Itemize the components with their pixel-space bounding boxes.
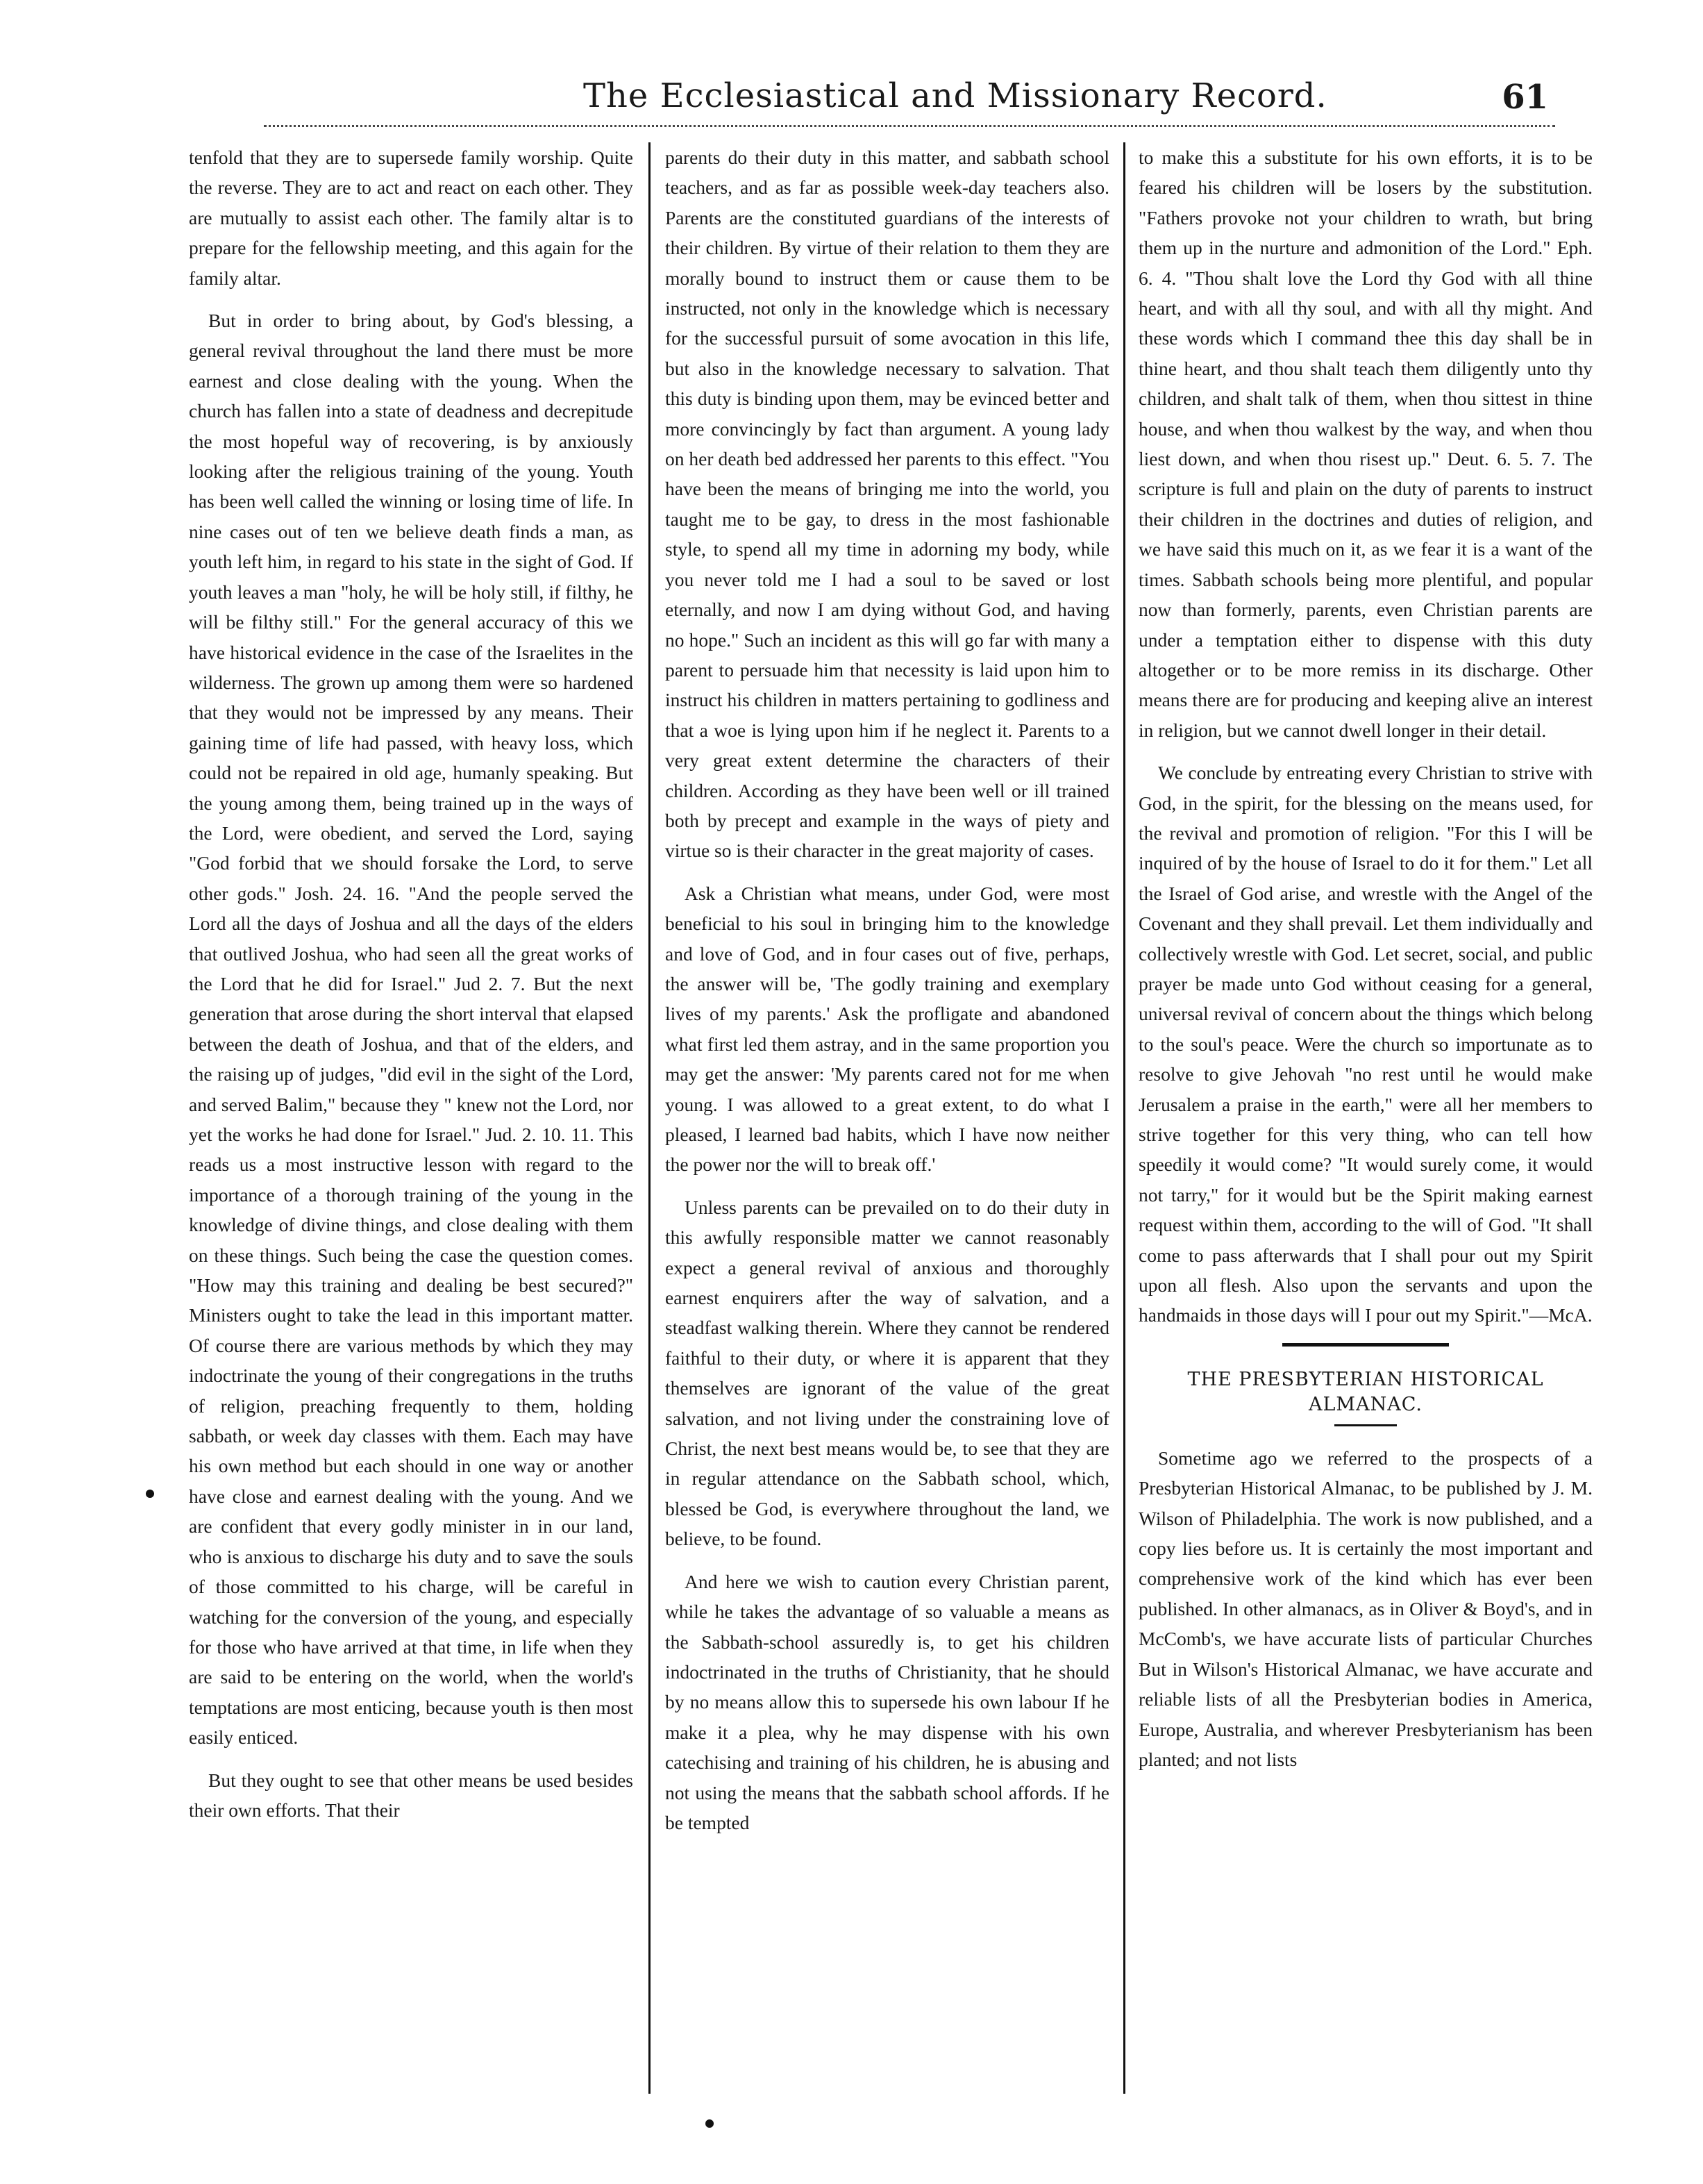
- section-heading: THE PRESBYTERIAN HISTORICAL ALMANAC.: [1187, 1368, 1544, 1415]
- page-header: [194, 76, 1555, 125]
- paragraph: to make this a substitute for his own efforts, it is to be feared his children will be losers by the substitution. "Fathers provoke not your children to wrath, but bring them up in the nurture and admonition of the Lord." Eph. 6. 4. "Thou shalt love the Lord thy God with all thine heart, and with all thy soul, and with all thy might. And these words which I command thee this day shall be in thine heart, and thou shalt teach them diligently unto thy children, and shalt talk of them, when thou sittest in thine house, and when thou walkest by the way, and when thou liest down, and when thou risest up." Deut. 6. 5. 7. The scripture is full and plain on the duty of parents to instruct their children in the doctrines and duties of religion, and we have said this much on it, as we fear it is a want of the times. Sabbath schools being more plentiful, and popular now than formerly, parents, even Christian parents are under a temptation either to dispense with this duty altogether or to be more remiss in its discharge. Other means there are for producing and keeping alive an interest in religion, but we cannot dwell longer in their detail.: [1139, 147, 1593, 741]
- column-right: [1139, 142, 1593, 2094]
- paragraph: But in order to bring about, by God's blessing, a general revival throughout the land there must be more earnest and close dealing with the young. When the church has fallen into a state of deadness and decrepitude the most hopeful way of recovering, is by anxiously looking after the religious training of the young. Youth has been well called the winning or losing time of life. In nine cases out of ten we believe death finds a man, as youth left him, in regard to his state in the sight of God. If youth leaves a man "holy, he will be holy still, if filthy, he will be filthy still." For the general accuracy of this we have historical evidence in the case of the Israelites in the wilderness. The grown up among them were so hardened that they would not be impressed by any means. Their gaining time of life had passed, with heavy loss, which could not be repaired in old age, humanly speaking. But the young among them, being trained up in the ways of the Lord, were obedient, and served the Lord, saying "God forbid that we should forsake the Lord, to serve other gods." Josh. 24. 16. "And the people served the Lord all the days of Joshua and all the days of the elders that outlived Joshua, who had seen all the great works of the Lord that he did for Israel." Jud 2. 7. But the next generation that arose during the short interval that elapsed between the death of Joshua, and that of the elders, and the raising up of judges, "did evil in the sight of the Lord, and served Balim," because they " knew not the Lord, nor yet the works he had done for Israel." Jud. 2. 10. 11. This reads us a most instructive lesson with regard to the importance of a thorough training of the young in the knowledge of divine things, and close dealing with them on these things. Such being the case the question comes. "How may this training and dealing be best secured?" Ministers ought to take the lead in this important matter. Of course there are various methods by which they may indoctrinate the young of their congregations in the truths of religion, preaching frequently to them, holding sabbath, or week day classes with them. Each may have his own method but each should in one way or another have close and earnest dealing with the young. And we are confident that every godly minister in in our land, who is anxious to discharge his duty and to save the souls of those committed to his charge, will be careful in watching for the conversion of the young, and especially for those who have arrived at that time, in life when they are said to be entering on the world, when the world's temptations are most enticing, because youth is then most easily enticed.: [189, 310, 633, 1749]
- ink-dot: [705, 2119, 714, 2128]
- paragraph: Sometime ago we referred to the prospects of a Presbyterian Historical Almanac, to be published by J. M. Wilson of Philadelphia. The work is now published, and a copy lies before us. It is certainly the most important and comprehensive work of the kind which has ever been published. In other almanacs, as in Oliver & Boyd's, and in McComb's, we have accurate lists of particular Churches But in Wilson's Historical Almanac, we have accurate and reliable lists of all the Presbyterian bodies in America, Europe, Australia, and wherever Presbyterianism has been planted; and not lists: [1139, 1447, 1593, 1770]
- paragraph: Ask a Christian what means, under God, were most beneficial to his soul in bringing him to the knowledge and love of God, and in four cases out of five, perhaps, the answer will be, 'The godly training and exemplary lives of my parents.' Ask the profligate and abandoned what first led them astray, and in the same proportion you may get the answer: 'My parents cared not for me when young. I was allowed to a great extent, to do what I pleased, I learned bad habits, which I have now neither the power nor the will to break off.': [665, 882, 1109, 1176]
- article-divider: [1282, 1343, 1449, 1347]
- paragraph: But they ought to see that other means be used besides their own efforts. That their: [189, 1769, 633, 1821]
- paragraph: And here we wish to caution every Christian parent, while he takes the advantage of so valuable a means as the Sabbath-school assuredly is, to get his children indoctrinated in the truths of Christianity, that he should by no means allow this to supersede his own labour If he make it a plea, why he may dispense with his own catechising and training of his children, he is abusing and not using the means that the sabbath school affords. If he be tempted: [665, 1570, 1109, 1833]
- page-number: 61: [1502, 78, 1548, 117]
- paragraph: Unless parents can be prevailed on to do their duty in this awfully responsible matter we cannot reasonably expect a general revival of anxious and thoroughly earnest enquirers after the way of salvation, and a steadfast walking therein. Where they cannot be rendered faithful to their duty, or where it is apparent that they themselves are ignorant of the value of the great salvation, and not living under the constraining love of Christ, the next best means would be, to see that they are in regular attendance on the Sabbath school, which, blessed be God, is everywhere throughout the land, we believe, to be found.: [665, 1196, 1109, 1550]
- heading-rule: [1334, 1424, 1397, 1426]
- journal-title: The Ecclesiastical and Missionary Record.: [583, 76, 1327, 115]
- header-divider: [264, 125, 1555, 127]
- paragraph: parents do their duty in this matter, and sabbath school teachers, and as far as possible week-day teachers also. Parents are the constituted guardians of the interests of their children. By virtue of their relation to them they are morally bound to instruct them or cause them to be instructed, not only in the knowledge which is necessary for the successful pursuit of some avocation in this life, but also in the knowledge necessary to salvation. That this duty is binding upon them, may be evinced better and more convincingly by fact than argument. A young lady on her death bed addressed her parents to this effect. "You have been the means of bringing me into the world, you taught me to be gay, to dress in the most fashionable style, to spend all my time in adorning my body, while you never told me I had a soul to be saved or lost eternally, and now I am dying without God, and having no hope." Such an incident as this will go far with many a parent to persuade him that necessity is laid upon him to instruct his children in matters pertaining to godliness and that a woe is lying upon him if he neglect it. Parents to a very great extent determine the characters of their children. According as they have been well or ill trained both by precept and example in the ways of piety and virtue so is their character in the great majority of cases.: [665, 147, 1109, 862]
- ink-dot: [146, 1490, 154, 1498]
- column-left: [189, 142, 633, 2094]
- column-divider: [648, 142, 651, 2094]
- paragraph: tenfold that they are to supersede family worship. Quite the reverse. They are to act and react on each other. They are mutually to assist each other. The family altar is to prepare for the fellowship meeting, and this again for the family altar.: [189, 147, 633, 289]
- paragraph: We conclude by entreating every Christian to strive with God, in the spirit, for the blessing on the means used, for the revival and promotion of religion. "For this I will be inquired of by the house of Israel to do it for them." Let all the Israel of God arise, and wrestle with the Angel of the Covenant and they shall prevail. Let them individually and collectively wrestle with God. Let secret, social, and public prayer be made unto God without ceasing for a general, universal revival of concern about the things which belong to the soul's peace. Were the church so importunate as to resolve to give Jehovah "no rest until he would make Jerusalem a praise in the earth," were all her members to strive together for this very thing, who can tell how speedily it would come? "It would surely come, it would not tarry," for it would but be the Spirit making earnest request within them, according to the will of God. "It shall come to pass afterwards that I shall pour out my Spirit upon all flesh. Also upon the servants and upon the handmaids in those days will I pour out my Spirit."—McA.: [1139, 762, 1593, 1326]
- column-divider: [1123, 142, 1125, 2094]
- column-middle: [665, 142, 1109, 2094]
